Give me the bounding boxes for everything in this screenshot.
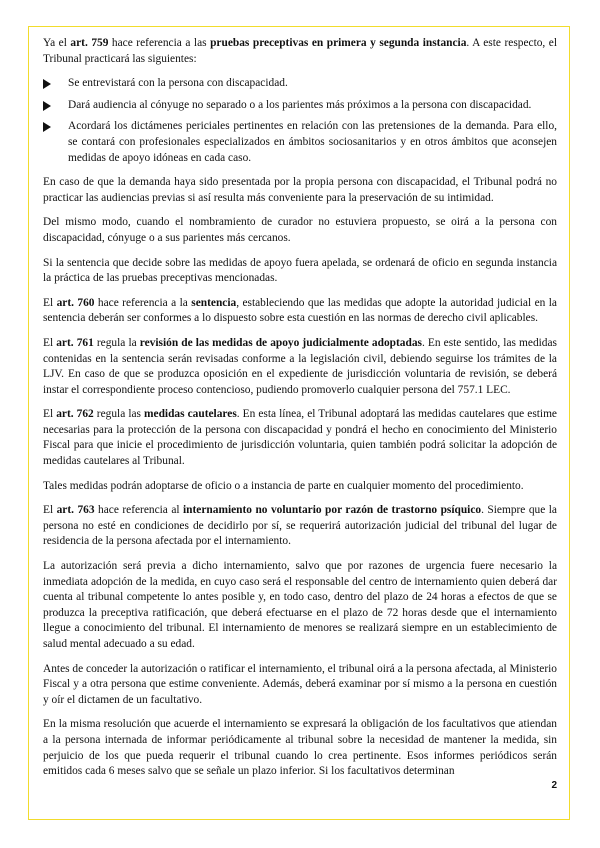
- document-body: [43, 36, 557, 780]
- paragraph-art-759: [43, 36, 557, 67]
- paragraph: Tales medidas podrán adoptarse de oficio o a instancia de parte en cualquier momento del procedimiento.: [43, 479, 524, 492]
- list-item-text: Acordará los dictámenes periciales pertinentes en relación con las pretensiones de la demanda. Para ello, se contará con profesionales especializados en ámbitos sociosanitarios y en otros ámbitos que aconsejen medidas de apoyo idóneas en cada caso.: [68, 120, 557, 164]
- arrow-bullet-icon: [43, 122, 58, 132]
- paragraph: Si la sentencia que decide sobre las medidas de apoyo fuera apelada, se ordenará de oficio en segunda instancia la práctica de las pruebas preceptivas mencionadas.: [43, 256, 557, 285]
- article-ref: art. 763: [56, 504, 95, 517]
- list-item: [43, 119, 557, 166]
- text-span: hace referencia a las: [108, 37, 211, 49]
- paragraph-art-761: [43, 336, 557, 398]
- text-span: El: [43, 408, 57, 421]
- article-ref: art. 762: [56, 408, 94, 421]
- arrow-bullet-icon: [43, 101, 58, 111]
- text-span: . A este respecto, el Tribunal practicará las siguientes:: [43, 37, 558, 65]
- text-span: regula las: [93, 408, 145, 421]
- paragraph: La autorización será previa a dicho internamiento, salvo que por razones de urgencia fuere necesario la inmediata adopción de la medida, en cuyo caso será el responsable del centro de internamiento quien deberá dar cuenta al tribunal competente lo antes posible y, en todo caso, dentro del plazo de 24 horas a efectos de que se produzca la preceptiva ratificación, que deberá efectuarse en el plazo de 72 horas desde que el internamiento llegue a conocimiento del tribunal. El internamiento de menores se realizará siempre en un establecimiento de salud mental adecuado a su edad.: [43, 560, 557, 650]
- article-ref: art. 761: [56, 336, 94, 349]
- paragraph-art-760: [43, 296, 557, 327]
- list-item-text: Dará audiencia al cónyuge no separado o a los parientes más próximos a la persona con discapacidad.: [68, 98, 532, 111]
- topic-highlight: sentencia: [191, 296, 237, 309]
- topic-highlight: internamiento no voluntario por razón de trastorno psíquico: [183, 504, 482, 517]
- text-span: . En este sentido, las medidas contenidas en la sentencia serán revisadas conforme a la legislación civil, debiendo seguirse los trámites de la LJV. En caso de que se produzca oposición en el expediente de jurisdicción voluntaria de revisión, se deberá instar el correspondiente proceso contencioso, pudiendo promoverlo cualquier persona del 757.1 LEC.: [43, 336, 557, 396]
- list-item-text: Se entrevistará con la persona con discapacidad.: [68, 77, 288, 90]
- topic-highlight: revisión de las medidas de apoyo judicialmente adoptadas: [139, 336, 422, 349]
- paragraph: En la misma resolución que acuerde el internamiento se expresará la obligación de los facultativos que atiendan a la persona internada de informar periódicamente al tribunal sobre la necesidad de mantener la medida, sin perjuicio de los que pueda requerir el tribunal cuando lo crea pertinente. Esos informes periódicos serán emitidos cada 6 meses salvo que se señale un plazo inferior. Si los facultativos determinan: [43, 718, 557, 778]
- text-span: . En esta línea, el Tribunal adoptará las medidas cautelares que estime necesarias para la protección de la persona con discapacidad y pondrá el hecho en conocimiento del Ministerio Fiscal para que inicie el procedimiento de jurisdicción voluntaria, quien también podrá solicitar la adopción de medidas cautelares al Tribunal.: [43, 408, 557, 468]
- text-span: El: [43, 296, 57, 309]
- text-span: , estableciendo que las medidas que adopte la autoridad judicial en la sentencia deberán ser conformes a lo dispuesto sobre esta cuestión en las normas de derecho civil aplicables.: [43, 296, 557, 325]
- text-span: hace referencia a la: [94, 296, 192, 309]
- page-frame: [28, 26, 570, 820]
- article-ref: art. 760: [56, 296, 95, 309]
- text-span: . Siempre que la persona no esté en condiciones de decidirlo por sí, se requerirá autorización judicial del tribunal del lugar de residencia de la persona afectada por el internamiento.: [43, 504, 557, 548]
- list-item: [43, 76, 557, 92]
- page-number: 2: [551, 780, 557, 791]
- article-ref: art. 759: [70, 37, 109, 49]
- text-span: El: [43, 504, 57, 517]
- paragraph-art-762: [43, 407, 557, 469]
- arrow-bullet-icon: [43, 79, 58, 89]
- paragraph: Antes de conceder la autorización o ratificar el internamiento, el tribunal oirá a la persona afectada, al Ministerio Fiscal y a otra persona que estime conveniente. Además, deberá examinar por sí mismo a la persona en cuestión y oír el dictamen de un facultativo.: [43, 662, 557, 706]
- list-item: [43, 98, 557, 114]
- topic-highlight: pruebas preceptivas en primera y segunda instancia: [210, 37, 467, 49]
- text-span: El: [43, 336, 57, 349]
- text-span: regula la: [93, 336, 140, 349]
- text-span: hace referencia al: [94, 504, 184, 517]
- paragraph-art-763: [43, 503, 557, 550]
- paragraph: Del mismo modo, cuando el nombramiento de curador no estuviera propuesto, se oirá a la persona con discapacidad, cónyuge o a sus parientes más cercanos.: [43, 216, 557, 244]
- topic-highlight: medidas cautelares: [144, 408, 237, 421]
- paragraph: En caso de que la demanda haya sido presentada por la propia persona con discapacidad, el Tribunal podrá no practicar las audiencias previas si así resulta más conveniente para la preservación de su intimidad.: [43, 176, 557, 204]
- text-span: Ya el: [43, 37, 71, 49]
